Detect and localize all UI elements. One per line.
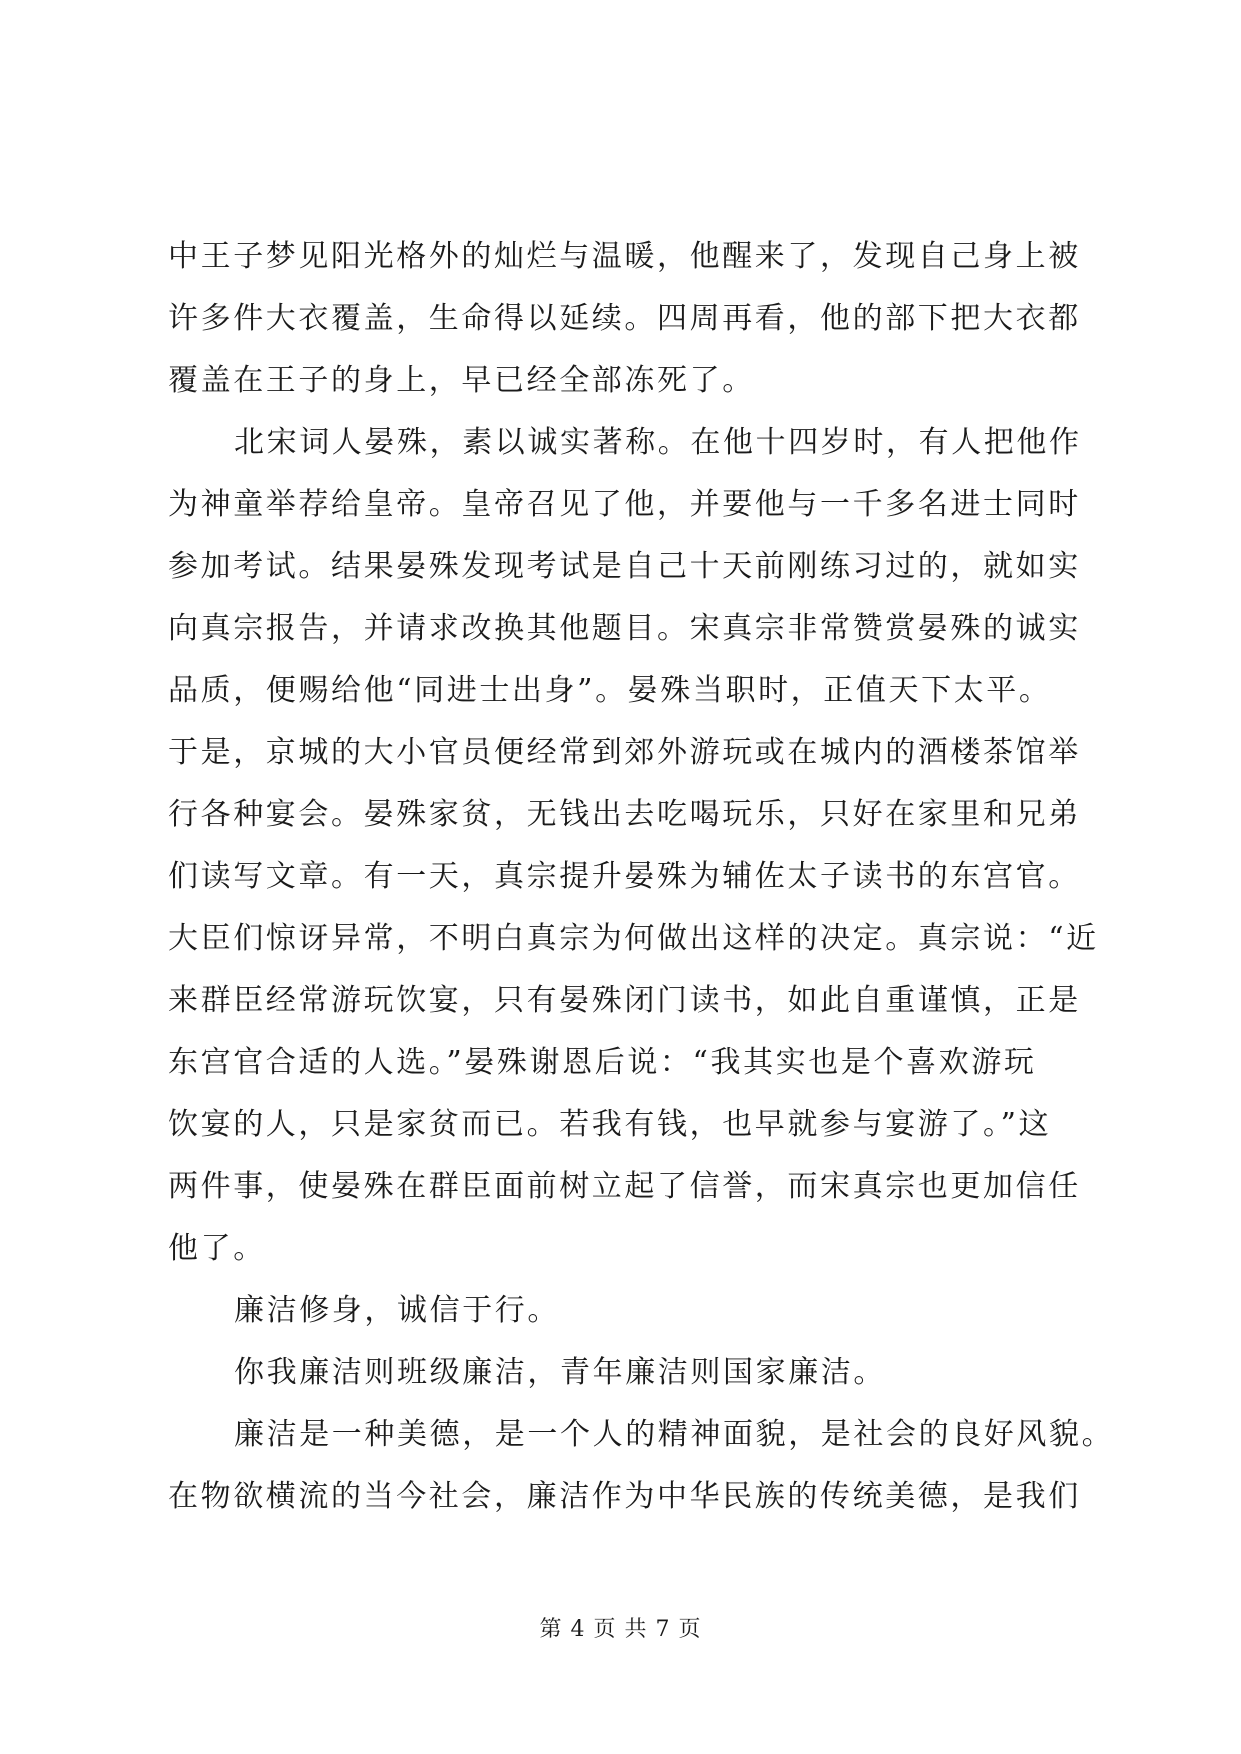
text-line: 在物欲横流的当今社会，廉洁作为中华民族的传统美德，是我们: [168, 1479, 1081, 1514]
document-body: [168, 226, 1115, 1528]
text-line: 们读写文章。有一天，真宗提升晏殊为辅佐太子读书的东宫官。: [168, 859, 1081, 894]
text-line: 两件事，使晏殊在群臣面前树立起了信誉，而宋真宗也更加信任: [168, 1169, 1081, 1204]
paragraph-start-line: 北宋词人晏殊，素以诚实著称。在他十四岁时，有人把他作: [234, 425, 1082, 460]
text-line: 他了。: [168, 1231, 266, 1266]
text-line: 大臣们惊讶异常，不明白真宗为何做出这样的决定。真宗说：“近: [168, 921, 1099, 956]
text-line: 东宫官合适的人选。”晏殊谢恩后说：“我其实也是个喜欢游玩: [168, 1045, 1037, 1080]
text-line: 行各种宴会。晏殊家贫，无钱出去吃喝玩乐，只好在家里和兄弟: [168, 797, 1081, 832]
paragraph-start-line: 廉洁修身，诚信于行。: [234, 1293, 560, 1328]
text-line: 饮宴的人，只是家贫而已。若我有钱，也早就参与宴游了。”这: [168, 1107, 1052, 1142]
text-line: 中王子梦见阳光格外的灿烂与温暖，他醒来了，发现自己身上被: [168, 239, 1081, 274]
paragraph-start-line: 你我廉洁则班级廉洁，青年廉洁则国家廉洁。: [234, 1355, 886, 1390]
text-line: 向真宗报告，并请求改换其他题目。宋真宗非常赞赏晏殊的诚实: [168, 611, 1081, 646]
text-line: 许多件大衣覆盖，生命得以延续。四周再看，他的部下把大衣都: [168, 301, 1081, 336]
text-line: 为神童举荐给皇帝。皇帝召见了他，并要他与一千多名进士同时: [168, 487, 1081, 522]
text-line: 品质，便赐给他“同进士出身”。晏殊当职时，正值天下太平。: [168, 673, 1052, 708]
text-line: 于是，京城的大小官员便经常到郊外游玩或在城内的酒楼茶馆举: [168, 735, 1081, 770]
text-line: 覆盖在王子的身上，早已经全部冻死了。: [168, 363, 755, 398]
paragraph-start-line: 廉洁是一种美德，是一个人的精神面貌，是社会的良好风貌。: [234, 1417, 1115, 1452]
text-line: 参加考试。结果晏殊发现考试是自己十天前刚练习过的，就如实: [168, 549, 1081, 584]
page-number-footer: 第 4 页 共 7 页: [539, 1617, 702, 1642]
text-line: 来群臣经常游玩饮宴，只有晏殊闭门读书，如此自重谨慎，正是: [168, 983, 1081, 1018]
